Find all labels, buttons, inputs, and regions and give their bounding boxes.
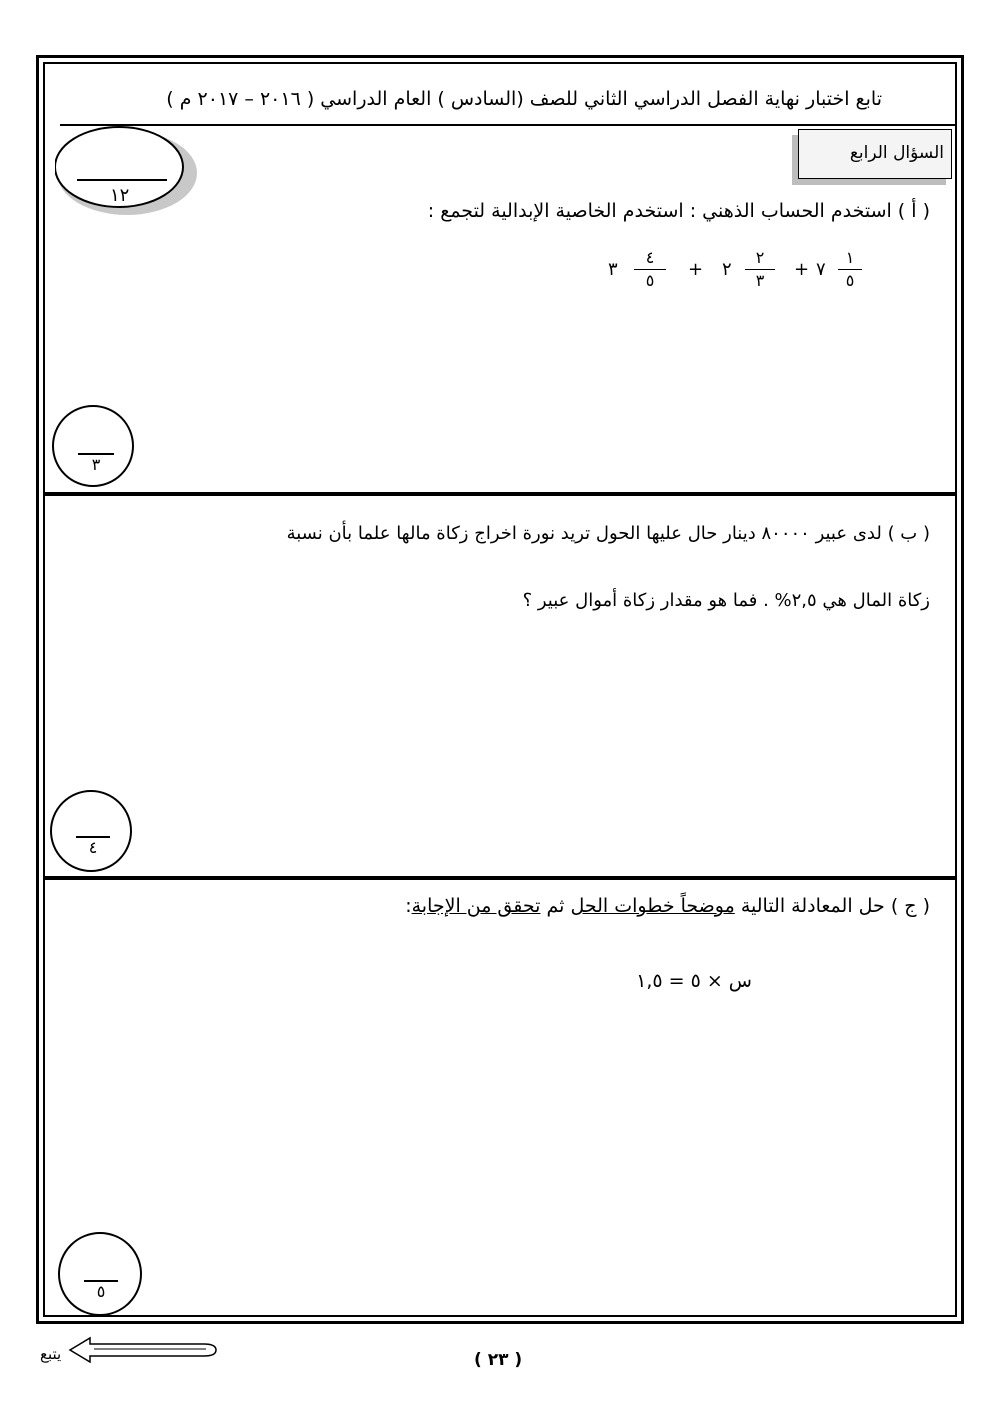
continue-arrow-icon: [68, 1333, 218, 1363]
total-score-value: ١٢: [110, 185, 130, 206]
part-b-score-value: ٤: [88, 838, 98, 857]
plus-sign-1: +: [794, 259, 810, 280]
part-a-score-value: ٣: [91, 455, 101, 474]
whole-number-1: ٧: [816, 259, 826, 280]
whole-number-3: ٣: [608, 259, 618, 280]
question-label: السؤال الرابع: [849, 143, 944, 163]
part-b-line-1: ( ب ) لدى عبير ٨٠٠٠٠ دينار حال عليها الحول تريد نورة اخراج زكاة مالها علما بأن نسبة: [286, 523, 930, 544]
continue-label: يتبع: [40, 1345, 62, 1363]
part-a-score-circle: [52, 405, 134, 487]
total-score-oval: [55, 125, 205, 225]
part-b-score-circle: [50, 790, 132, 872]
exam-header-title: تابع اختبار نهاية الفصل الدراسي الثاني للصف (السادس ) العام الدراسي ( ٢٠١٦ – ٢٠١٧ م ): [166, 88, 882, 110]
section-divider-1: [45, 492, 955, 496]
part-c-score-circle: [58, 1232, 142, 1316]
part-a-instruction: ( أ ) استخدم الحساب الذهني : استخدم الخاصية الإبدالية لتجمع :: [427, 200, 930, 222]
part-c-equation: س × ٥ = ١,٥: [636, 970, 752, 992]
plus-sign-2: +: [688, 259, 704, 280]
whole-number-2: ٢: [722, 259, 732, 280]
fraction-3: ٤ ٥: [634, 248, 666, 290]
part-c-instruction: ( ج ) حل المعادلة التالية موضحاً خطوات الحل ثم تحقق من الإجابة:: [405, 895, 930, 917]
fraction-1: ١ ٥: [838, 248, 862, 290]
part-b-line-2: زكاة المال هي ٢,٥% . فما هو مقدار زكاة أموال عبير ؟: [522, 590, 930, 611]
page-number: ( ٢٣ ): [474, 1350, 523, 1370]
section-divider-2: [45, 876, 955, 880]
page-border-inner: [43, 62, 957, 1317]
part-c-score-value: ٥: [96, 1282, 106, 1301]
fraction-2: ٢ ٣: [745, 248, 775, 290]
